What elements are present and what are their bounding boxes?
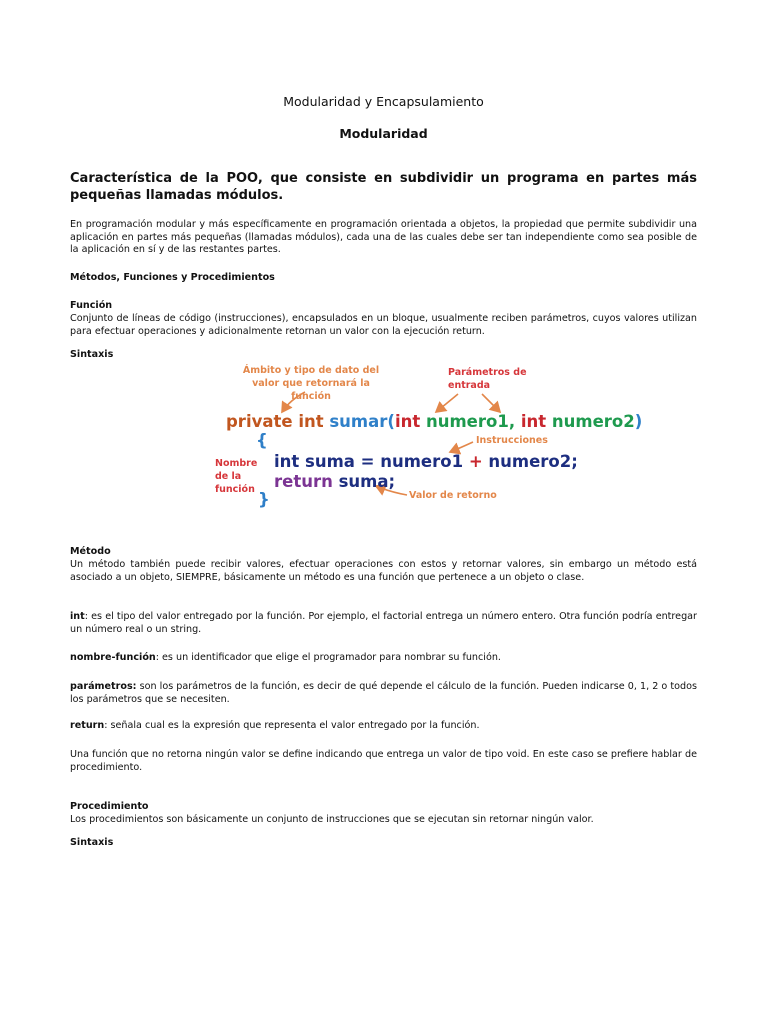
document-title: Modularidad y Encapsulamiento bbox=[283, 94, 484, 109]
metodo-heading: Método bbox=[70, 546, 111, 557]
definition-text: : es el tipo del valor entregado por la función. Por ejemplo, el factorial entrega un número entero. Otra función podría entregar un número real o un string. bbox=[70, 611, 697, 635]
name-annotation: Nombre de la función bbox=[215, 458, 258, 495]
code-param1-name: numero1, bbox=[425, 412, 516, 431]
params-arrow-right bbox=[482, 394, 500, 412]
code-body-a: int suma = numero1 bbox=[274, 452, 469, 471]
code-body-b: numero2; bbox=[482, 452, 578, 471]
code-close-brace: } bbox=[258, 490, 270, 509]
methods-heading: Métodos, Funciones y Procedimientos bbox=[70, 272, 275, 283]
metodo-paragraph: Un método también puede recibir valores, efectuar operaciones con estos y retornar valores, sin embargo un método está asociado a un objeto, SIEMPRE, básicamente un método es una función que pertenece a un objeto o clase. bbox=[70, 559, 697, 583]
code-return-value: suma; bbox=[332, 472, 396, 491]
lead-paragraph: Característica de la POO, que consiste en subdividir un programa en partes más pequeñas llamadas módulos. bbox=[70, 171, 697, 203]
code-param2-type: int bbox=[520, 412, 547, 431]
code-return-keyword: return bbox=[274, 472, 333, 491]
code-function-name: sumar( bbox=[329, 412, 395, 431]
function-syntax-diagram bbox=[210, 358, 643, 518]
definition-term: return bbox=[70, 720, 105, 731]
definition-parametros bbox=[70, 681, 697, 706]
code-param2-name: numero2 bbox=[551, 412, 635, 431]
intro-paragraph: En programación modular y más específicamente en programación orientada a objetos, la propiedad que permite subdividir una aplicación en partes más pequeñas (llamadas módulos), cada una de las cuales debe ser tan independiente como sea posible de la aplicación en sí y de las restantes partes. bbox=[70, 219, 697, 256]
definition-int bbox=[70, 611, 697, 636]
definition-term: int bbox=[70, 611, 85, 622]
definition-term: parámetros: bbox=[70, 681, 137, 692]
code-plus: + bbox=[468, 452, 483, 471]
code-param1-type: int bbox=[394, 412, 421, 431]
instructions-arrow bbox=[450, 442, 473, 452]
instructions-annotation: Instrucciones bbox=[476, 435, 548, 446]
code-open-brace: { bbox=[256, 431, 268, 450]
code-line-signature bbox=[226, 412, 642, 431]
code-line-body bbox=[274, 452, 578, 471]
void-paragraph: Una función que no retorna ningún valor se define indicando que entrega un valor de tipo void. En este caso se prefiere hablar de procedimiento. bbox=[70, 749, 697, 773]
scope-annotation: Ámbito y tipo de dato del valor que retornará la función bbox=[242, 365, 380, 402]
params-arrow-left bbox=[436, 394, 458, 412]
definition-term: nombre-función bbox=[70, 652, 156, 663]
funcion-heading: Función bbox=[70, 300, 113, 311]
definition-text: son los parámetros de la función, es decir de qué depende el cálculo de la función. Pueden indicarse 0, 1, 2 o todos los parámetros que se necesiten. bbox=[70, 681, 697, 705]
params-annotation: Parámetros de entrada bbox=[448, 367, 527, 391]
code-close-paren: ) bbox=[634, 412, 643, 431]
definition-return bbox=[70, 720, 697, 733]
definition-nombre-funcion bbox=[70, 652, 697, 665]
return-annotation: Valor de retorno bbox=[409, 490, 497, 501]
procedimiento-heading: Procedimiento bbox=[70, 801, 149, 812]
code-line-return bbox=[274, 472, 395, 491]
sintaxis-heading-2: Sintaxis bbox=[70, 837, 114, 848]
funcion-paragraph: Conjunto de líneas de código (instrucciones), encapsulados en un bloque, usualmente reciben parámetros, cuyos valores utilizan para efectuar operaciones y adicionalmente retornan un valor con la ejecución return. bbox=[70, 313, 697, 337]
code-private-int: private int bbox=[226, 412, 324, 431]
procedimiento-paragraph: Los procedimientos son básicamente un conjunto de instrucciones que se ejecutan sin retornar ningún valor. bbox=[70, 814, 594, 825]
definition-text: : es un identificador que elige el programador para nombrar su función. bbox=[155, 652, 501, 663]
document-subtitle: Modularidad bbox=[339, 126, 428, 141]
definition-text: : señala cual es la expresión que representa el valor entregado por la función. bbox=[104, 720, 480, 731]
sintaxis-heading: Sintaxis bbox=[70, 349, 114, 360]
